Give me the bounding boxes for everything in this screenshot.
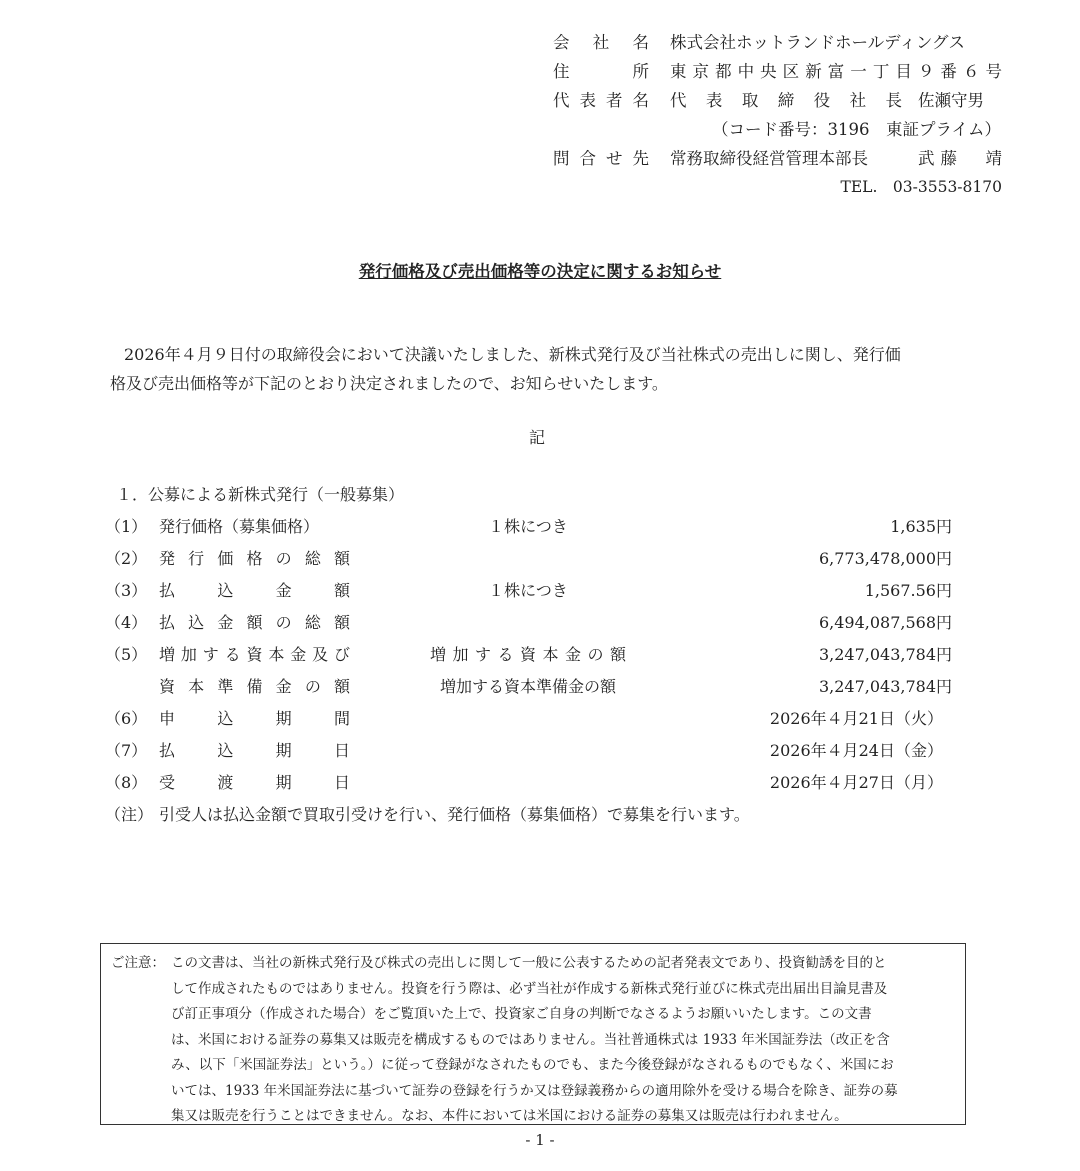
row-label: 払込期日	[159, 741, 350, 760]
row-unit: 増加する資本金の額	[430, 645, 626, 664]
company-name: 株式会社ホットランドホールディングス	[670, 33, 965, 52]
disclaimer-box	[100, 943, 966, 1125]
intro-line-1: 2026年４月９日付の取締役会において決議いたしました、新株式発行及び当社株式の売出しに関し、発行価	[124, 345, 901, 364]
note-text: 引受人は払込金額で買取引受けを行い、発行価格（募集価格）で募集を行います。	[159, 805, 750, 824]
table-row	[0, 706, 1080, 738]
disclaimer-text	[171, 951, 959, 1130]
disclaimer-line: み、以下「米国証券法」という。）に従って登録がなされたものでも、また今後登録がなされるものでもなく、米国にお	[171, 1057, 894, 1073]
row-label: 発行価格の総額	[159, 549, 350, 568]
stock-code: （コード番号：3196 東証プライム）	[712, 120, 1001, 139]
row-value: 2026年４月27日（月）	[769, 773, 943, 792]
representative-label: 代表者名	[553, 91, 649, 110]
page-title: 発行価格及び売出価格等の決定に関するお知らせ	[358, 262, 722, 281]
contact-tel: TEL. 03-3553-8170	[840, 178, 1002, 196]
row-unit: １株につき	[488, 517, 568, 536]
table-row	[0, 578, 1080, 610]
ki-heading: 記	[528, 428, 545, 447]
company-label: 会社名	[553, 33, 649, 52]
row-label: 発行価格（募集価格）	[159, 517, 320, 536]
row-label: 払込金額	[159, 581, 350, 600]
row-unit: 増加する資本準備金の額	[439, 677, 616, 696]
disclaimer-line: び訂正事項分（作成された場合）をご覧頂いた上で、投資家ご自身の判断でなさるようお願いいたします。この文書	[171, 1006, 872, 1022]
row-label: 払込金額の総額	[159, 613, 350, 632]
table-row	[0, 546, 1080, 578]
contact-name: 武藤 靖	[918, 149, 1002, 168]
address-label: 住所	[553, 62, 649, 81]
disclaimer-line: は、米国における証券の募集又は販売を構成するものではありません。当社普通株式は 1933 年米国証券法（改正を含	[171, 1031, 890, 1048]
row-number: （6）	[105, 709, 148, 728]
address-value: 東京都中央区新富一丁目９番６号	[670, 62, 1002, 81]
row-number: （4）	[105, 613, 148, 632]
note-row	[0, 802, 1080, 834]
row-value: 1,567.56円	[864, 581, 952, 600]
row-number: （3）	[105, 581, 148, 600]
row-label: 増加する資本金及び	[159, 645, 350, 664]
row-label: 申込期間	[159, 709, 350, 728]
row-value: 6,494,087,568円	[818, 613, 952, 632]
contact-label: 問合せ先	[553, 149, 649, 168]
row-number: （1）	[105, 517, 148, 536]
representative-name: 佐瀬守男	[918, 91, 984, 110]
row-value: 1,635円	[890, 517, 952, 536]
disclaimer-line: いては、1933 年米国証券法に基づいて証券の登録を行うか又は登録義務からの適用除外を受ける場合を除き、証券の募	[171, 1082, 898, 1099]
row-label: 資本準備金の額	[159, 677, 350, 696]
row-value: 3,247,043,784円	[818, 677, 952, 696]
table-row	[0, 610, 1080, 642]
row-value: 2026年４月21日（火）	[769, 709, 943, 728]
row-label: 受渡期日	[159, 773, 350, 792]
table-row	[0, 514, 1080, 546]
disclaimer-line: 集又は販売を行うことはできません。なお、本件においては米国における証券の募集又は販売は行われません。	[171, 1108, 848, 1124]
row-number: （5）	[105, 645, 148, 664]
disclaimer-label: ご注意：	[111, 955, 165, 971]
section-heading: １．公募による新株式発行（一般募集）	[116, 485, 405, 504]
table-row	[0, 738, 1080, 770]
row-value: 3,247,043,784円	[818, 645, 952, 664]
table-row	[0, 770, 1080, 802]
representative-title: 代表取締役社長	[670, 91, 902, 110]
page-number: - 1 -	[525, 1131, 555, 1149]
row-number: （2）	[105, 549, 148, 568]
disclaimer-line: して作成されたものではありません。投資を行う際は、必ず当社が作成する新株式発行並びに株式売出届出目論見書及	[171, 980, 888, 997]
table-row	[0, 642, 1080, 674]
row-number: （8）	[105, 773, 148, 792]
note-label: （注）	[105, 805, 154, 824]
intro-line-2: 格及び売出価格等が下記のとおり決定されましたので、お知らせいたします。	[110, 374, 668, 393]
row-number: （7）	[105, 741, 148, 760]
disclaimer-line: この文書は、当社の新株式発行及び株式の売出しに関して一般に公表するための記者発表文であり、投資勧誘を目的と	[171, 955, 887, 971]
row-value: 2026年４月24日（金）	[769, 741, 943, 760]
contact-title: 常務取締役経営管理本部長	[670, 149, 868, 168]
table-row	[0, 674, 1080, 706]
row-unit: １株につき	[488, 581, 568, 600]
row-value: 6,773,478,000円	[818, 549, 952, 568]
